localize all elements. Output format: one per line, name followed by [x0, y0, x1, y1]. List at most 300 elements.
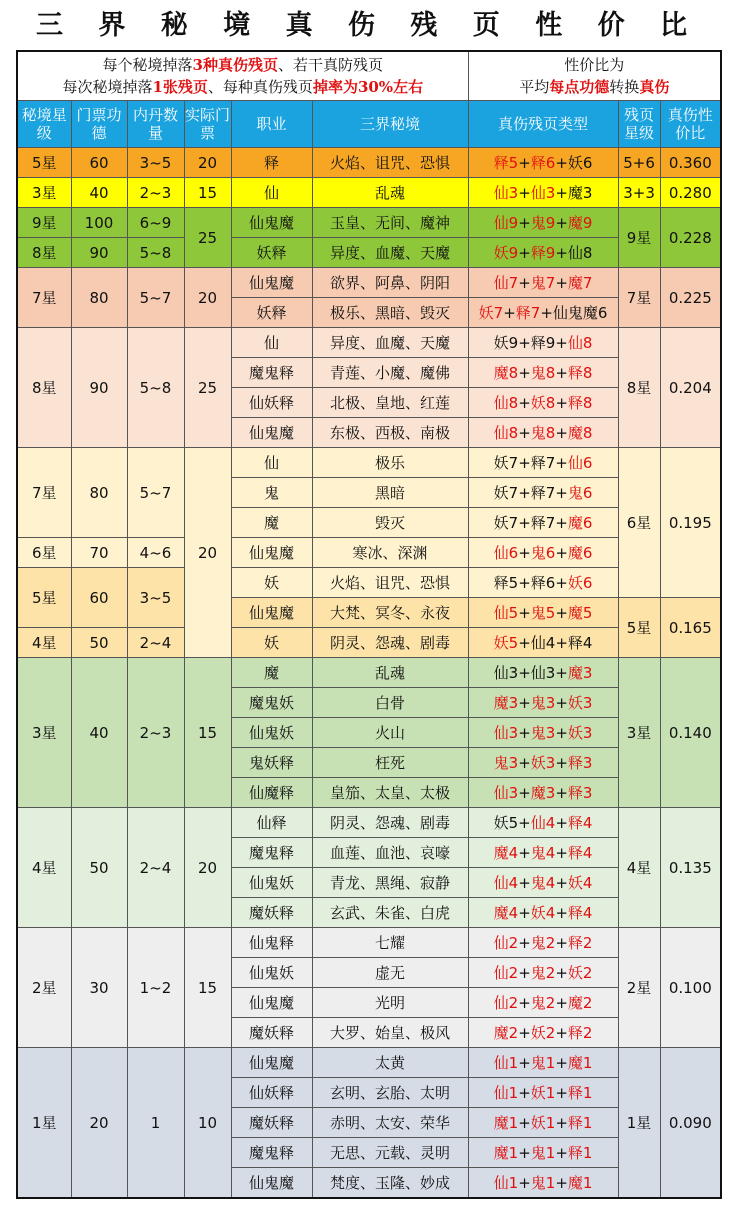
- table-row: [17, 1048, 721, 1078]
- cell-dan-count: 1: [127, 1048, 184, 1199]
- note-segment: 、每种真伤残页: [207, 78, 313, 96]
- cell-class: 魔鬼妖: [231, 688, 312, 718]
- page-type-segment: +: [555, 214, 568, 232]
- cell-page-type: [468, 328, 618, 358]
- cell-page-type: [468, 418, 618, 448]
- cell-ticket-merit: 70: [71, 538, 127, 568]
- cell-realm: 赤明、太安、荣华: [312, 1108, 468, 1138]
- page-type-segment: +: [518, 784, 531, 802]
- page-type-segment: 仙3: [493, 184, 519, 202]
- cell-actual-ticket: 25: [184, 328, 231, 448]
- cell-ticket-merit: 50: [71, 628, 127, 658]
- page-type-segment: +: [555, 604, 568, 622]
- page-type-segment: 妖2: [567, 964, 593, 982]
- page-type-segment: 魔1: [493, 1114, 519, 1132]
- table-row: [17, 928, 721, 958]
- page-type-segment: +: [555, 904, 568, 922]
- header-ticket-merit: 门票功德: [71, 101, 127, 148]
- note-segment: 、若干真防残页: [278, 56, 384, 74]
- drop-note: [17, 51, 468, 101]
- page-type-segment: 妖2: [530, 1024, 556, 1042]
- cell-page-type: [468, 688, 618, 718]
- drop-note-line2: [18, 76, 468, 98]
- page-type-segment: 仙2: [493, 994, 519, 1012]
- page-type-segment: 仙4: [530, 814, 556, 832]
- table-row: [17, 448, 721, 478]
- page-type-segment: 仙3: [493, 724, 519, 742]
- cell-class: 仙鬼魔: [231, 208, 312, 238]
- cell-page-type: [468, 238, 618, 268]
- cell-dan-count: 5~8: [127, 238, 184, 268]
- cell-realm: 无思、元载、灵明: [312, 1138, 468, 1168]
- cell-ticket-merit: 40: [71, 178, 127, 208]
- header-page-type: 真伤残页类型: [468, 101, 618, 148]
- cell-value-ratio: 0.204: [660, 328, 721, 448]
- cell-actual-ticket: 20: [184, 148, 231, 178]
- cell-realm: 大罗、始皇、极风: [312, 1018, 468, 1048]
- cell-star-level: 6星: [17, 538, 71, 568]
- notes-row: [17, 51, 721, 101]
- cell-page-type: [468, 778, 618, 808]
- cell-realm: 玄明、玄胎、太明: [312, 1078, 468, 1108]
- header-dan-count: 内丹数量: [127, 101, 184, 148]
- cell-star-level: 4星: [17, 628, 71, 658]
- cell-ticket-merit: 40: [71, 658, 127, 808]
- cell-realm: 枉死: [312, 748, 468, 778]
- page-type-segment: 妖3: [567, 694, 593, 712]
- page-type-segment: +: [518, 274, 531, 292]
- header-row: [17, 101, 721, 148]
- cell-dan-count: 3~5: [127, 568, 184, 628]
- cell-dan-count: 5~8: [127, 328, 184, 448]
- cell-class: 仙鬼魔: [231, 1048, 312, 1078]
- cell-dan-count: 2~4: [127, 808, 184, 928]
- page-type-segment: 魔1: [567, 1054, 593, 1072]
- page-type-segment: 鬼8: [530, 424, 556, 442]
- cell-realm: 青龙、黑绳、寂静: [312, 868, 468, 898]
- cell-page-star: 6星: [618, 448, 660, 598]
- page-type-segment: 鬼3: [530, 694, 556, 712]
- table-body: [17, 148, 721, 1199]
- page-type-segment: +: [518, 394, 531, 412]
- cell-class: 魔鬼释: [231, 838, 312, 868]
- cell-actual-ticket: 15: [184, 658, 231, 808]
- page-type-segment: 释3: [567, 784, 593, 802]
- cell-class: 妖: [231, 628, 312, 658]
- page-type-segment: +: [518, 214, 531, 232]
- page-type-segment: 妖5+: [493, 814, 531, 832]
- page-type-segment: 释2: [567, 934, 593, 952]
- page-type-segment: +: [518, 964, 531, 982]
- page-type-segment: +: [555, 874, 568, 892]
- page-type-segment: 释3: [567, 754, 593, 772]
- cell-realm: 玉皇、无间、魔神: [312, 208, 468, 238]
- page-type-segment: 鬼3: [493, 754, 519, 772]
- cell-class: 妖释: [231, 238, 312, 268]
- cell-value-ratio: 0.135: [660, 808, 721, 928]
- page-title: 三 界 秘 境 真 伤 残 页 性 价 比: [36, 10, 700, 41]
- cell-actual-ticket: 20: [184, 808, 231, 928]
- page-type-segment: 妖1: [530, 1114, 556, 1132]
- cell-page-star: 1星: [618, 1048, 660, 1199]
- page-type-segment: 妖5: [493, 634, 519, 652]
- cell-realm: 极乐: [312, 448, 468, 478]
- cell-ticket-merit: 60: [71, 568, 127, 628]
- table-row: [17, 568, 721, 598]
- cell-realm: 梵度、玉隆、妙成: [312, 1168, 468, 1199]
- page-type-segment: 释8: [567, 394, 593, 412]
- page-type-segment: 妖4: [567, 874, 593, 892]
- cell-realm: 乱魂: [312, 658, 468, 688]
- table-row: [17, 538, 721, 568]
- cell-actual-ticket: 20: [184, 268, 231, 328]
- cell-page-type: [468, 298, 618, 328]
- page-type-segment: +: [555, 394, 568, 412]
- page-type-segment: 鬼2: [530, 994, 556, 1012]
- page-type-segment: 魔3: [567, 664, 593, 682]
- page-type-segment: 妖4: [530, 904, 556, 922]
- cell-page-type: [468, 388, 618, 418]
- table-row: [17, 268, 721, 298]
- cell-realm: 白骨: [312, 688, 468, 718]
- cell-dan-count: 5~7: [127, 268, 184, 328]
- cell-dan-count: 1~2: [127, 928, 184, 1048]
- cell-realm: 阴灵、怨魂、剧毒: [312, 628, 468, 658]
- page-type-segment: +: [518, 724, 531, 742]
- cell-ticket-merit: 80: [71, 268, 127, 328]
- cell-class: 妖: [231, 568, 312, 598]
- cell-page-type: [468, 838, 618, 868]
- page-type-segment: 鬼2: [530, 964, 556, 982]
- page-type-segment: 魔8: [567, 424, 593, 442]
- cell-class: 妖释: [231, 298, 312, 328]
- cell-dan-count: 2~3: [127, 178, 184, 208]
- cell-page-type: [468, 208, 618, 238]
- page-type-segment: 释5: [493, 154, 519, 172]
- cell-page-type: [468, 658, 618, 688]
- cell-value-ratio: 0.228: [660, 208, 721, 268]
- cell-class: 魔鬼释: [231, 358, 312, 388]
- page-type-segment: +: [555, 1144, 568, 1162]
- cell-realm: 血莲、血池、哀嚎: [312, 838, 468, 868]
- page-type-segment: +魔3: [555, 184, 593, 202]
- cell-realm: 太黄: [312, 1048, 468, 1078]
- cell-realm: 火焰、诅咒、恐惧: [312, 568, 468, 598]
- page-type-segment: +: [555, 724, 568, 742]
- cell-page-type: [468, 568, 618, 598]
- page-type-segment: 释1: [567, 1114, 593, 1132]
- header-realm: 三界秘境: [312, 101, 468, 148]
- cell-class: 仙: [231, 328, 312, 358]
- page-type-segment: 仙1: [493, 1054, 519, 1072]
- page-type-segment: +: [555, 814, 568, 832]
- cell-ticket-merit: 90: [71, 238, 127, 268]
- cell-ticket-merit: 100: [71, 208, 127, 238]
- cell-star-level: 3星: [17, 178, 71, 208]
- page-type-segment: +妖6: [555, 154, 593, 172]
- cell-realm: 火山: [312, 718, 468, 748]
- page-type-segment: +: [518, 154, 531, 172]
- page-type-segment: +: [555, 364, 568, 382]
- page-type-segment: 妖9+释9+: [493, 334, 568, 352]
- cell-value-ratio: 0.090: [660, 1048, 721, 1199]
- cell-ticket-merit: 50: [71, 808, 127, 928]
- page-type-segment: 鬼8: [530, 364, 556, 382]
- note-segment: 平均: [519, 78, 550, 96]
- cell-class: 仙释: [231, 808, 312, 838]
- cell-class: 释: [231, 148, 312, 178]
- cell-value-ratio: 0.100: [660, 928, 721, 1048]
- note-segment: 转换: [609, 78, 640, 96]
- note-segment: 真伤: [639, 78, 670, 96]
- cell-value-ratio: 0.140: [660, 658, 721, 808]
- page-type-segment: 鬼1: [530, 1054, 556, 1072]
- page-type-segment: 鬼4: [530, 844, 556, 862]
- page-type-segment: 仙2: [493, 934, 519, 952]
- cell-page-type: [468, 868, 618, 898]
- page-type-segment: +: [518, 244, 531, 262]
- cell-class: 仙鬼魔: [231, 418, 312, 448]
- page-type-segment: +: [555, 934, 568, 952]
- page-type-segment: 魔4: [493, 844, 519, 862]
- cell-class: 魔妖释: [231, 1018, 312, 1048]
- page-type-segment: 仙4: [493, 874, 519, 892]
- page-type-segment: 鬼2: [530, 934, 556, 952]
- page-type-segment: +: [555, 844, 568, 862]
- note-segment: 每个秘境掉落: [102, 56, 193, 74]
- page-type-segment: 释7: [515, 304, 541, 322]
- cell-page-type: [468, 508, 618, 538]
- cell-page-type: [468, 808, 618, 838]
- page-type-segment: +: [555, 964, 568, 982]
- page-type-segment: +: [518, 544, 531, 562]
- cell-page-type: [468, 1108, 618, 1138]
- cell-star-level: 7星: [17, 448, 71, 538]
- page-type-segment: +仙4+释4: [518, 634, 593, 652]
- cell-actual-ticket: 15: [184, 928, 231, 1048]
- page-type-segment: +: [555, 784, 568, 802]
- page-type-segment: +: [518, 1024, 531, 1042]
- page-type-segment: 魔6: [567, 544, 593, 562]
- cell-star-level: 7星: [17, 268, 71, 328]
- page-type-segment: 仙6: [493, 544, 519, 562]
- cell-star-level: 5星: [17, 568, 71, 628]
- page-type-segment: 仙3: [530, 184, 556, 202]
- page-type-segment: +: [555, 424, 568, 442]
- cell-class: 鬼: [231, 478, 312, 508]
- cell-realm: 皇笳、太皇、太极: [312, 778, 468, 808]
- page-type-segment: +: [518, 694, 531, 712]
- cell-value-ratio: 0.360: [660, 148, 721, 178]
- page-type-segment: 鬼1: [530, 1174, 556, 1192]
- page-type-segment: +: [518, 1174, 531, 1192]
- cell-realm: 虚无: [312, 958, 468, 988]
- cell-class: 仙鬼魔: [231, 538, 312, 568]
- cell-value-ratio: 0.165: [660, 598, 721, 658]
- page-type-segment: +: [555, 1114, 568, 1132]
- page-type-segment: 释1: [567, 1144, 593, 1162]
- cell-star-level: 2星: [17, 928, 71, 1048]
- cell-realm: 极乐、黑暗、毁灭: [312, 298, 468, 328]
- page-type-segment: +: [555, 994, 568, 1012]
- cell-page-type: [468, 1138, 618, 1168]
- page-type-segment: 释4: [567, 904, 593, 922]
- cell-class: 仙鬼魔: [231, 268, 312, 298]
- cell-dan-count: 2~4: [127, 628, 184, 658]
- page-type-segment: 释4: [567, 844, 593, 862]
- page-type-segment: 仙8: [567, 334, 593, 352]
- page-type-segment: 鬼7: [530, 274, 556, 292]
- page-type-segment: 释9: [530, 244, 556, 262]
- page-type-segment: 鬼6: [530, 544, 556, 562]
- page-type-segment: 妖3: [567, 724, 593, 742]
- page-type-segment: 仙9: [493, 214, 519, 232]
- cell-page-star: 9星: [618, 208, 660, 268]
- cell-class: 仙妖释: [231, 1078, 312, 1108]
- page-type-segment: 仙1: [493, 1084, 519, 1102]
- page-type-segment: 释4: [567, 814, 593, 832]
- page-type-segment: +: [555, 1024, 568, 1042]
- page-type-segment: +: [518, 994, 531, 1012]
- cell-actual-ticket: 15: [184, 178, 231, 208]
- table-row: [17, 148, 721, 178]
- table-row: [17, 808, 721, 838]
- cell-value-ratio: 0.195: [660, 448, 721, 598]
- cell-star-level: 9星: [17, 208, 71, 238]
- page-type-segment: 仙5: [493, 604, 519, 622]
- page-type-segment: 妖7+释7+: [493, 454, 568, 472]
- page-type-segment: 鬼4: [530, 874, 556, 892]
- page-type-segment: 仙3+仙3+: [493, 664, 568, 682]
- cell-class: 仙鬼释: [231, 928, 312, 958]
- cell-class: 仙鬼魔: [231, 598, 312, 628]
- page-type-segment: +: [555, 274, 568, 292]
- cell-realm: 黑暗: [312, 478, 468, 508]
- page-type-segment: +仙鬼魔6: [540, 304, 608, 322]
- cell-class: 仙鬼妖: [231, 958, 312, 988]
- cell-class: 仙: [231, 178, 312, 208]
- cell-realm: 阴灵、怨魂、剧毒: [312, 808, 468, 838]
- cell-ticket-merit: 80: [71, 448, 127, 538]
- page-type-segment: +: [518, 184, 531, 202]
- page-type-segment: +: [518, 934, 531, 952]
- page-type-segment: +: [555, 544, 568, 562]
- page-type-segment: 魔1: [493, 1144, 519, 1162]
- cell-page-star: 3+3: [618, 178, 660, 208]
- page-type-segment: 魔3: [493, 694, 519, 712]
- note-segment: 掉率为30%左右: [312, 78, 424, 96]
- cell-realm: 乱魂: [312, 178, 468, 208]
- page-type-segment: 释6: [530, 154, 556, 172]
- page-type-segment: 魔1: [567, 1174, 593, 1192]
- cell-ticket-merit: 60: [71, 148, 127, 178]
- cell-page-type: [468, 628, 618, 658]
- cell-class: 魔妖释: [231, 898, 312, 928]
- cell-realm: 光明: [312, 988, 468, 1018]
- cell-class: 仙鬼妖: [231, 868, 312, 898]
- page-type-segment: +: [518, 844, 531, 862]
- page-type-segment: +: [518, 754, 531, 772]
- page-type-segment: 释5+释6+: [493, 574, 568, 592]
- page-type-segment: 仙6: [567, 454, 593, 472]
- page-type-segment: +: [555, 1174, 568, 1192]
- page-type-segment: 仙7: [493, 274, 519, 292]
- page-type-segment: +: [555, 1084, 568, 1102]
- page-type-segment: +: [518, 1144, 531, 1162]
- page-type-segment: 魔2: [493, 1024, 519, 1042]
- cell-dan-count: 6~9: [127, 208, 184, 238]
- page-type-segment: +: [518, 364, 531, 382]
- cell-realm: 寒冰、深渊: [312, 538, 468, 568]
- page-type-segment: +: [555, 694, 568, 712]
- cell-page-type: [468, 148, 618, 178]
- page-type-segment: 魔3: [530, 784, 556, 802]
- cell-actual-ticket: 25: [184, 208, 231, 268]
- cell-page-type: [468, 988, 618, 1018]
- page-type-segment: 魔4: [493, 904, 519, 922]
- cell-realm: 七耀: [312, 928, 468, 958]
- cell-ticket-merit: 20: [71, 1048, 127, 1199]
- page-type-segment: 妖9: [493, 244, 519, 262]
- cell-class: 仙: [231, 448, 312, 478]
- page-type-segment: 魔8: [493, 364, 519, 382]
- cell-class: 仙魔释: [231, 778, 312, 808]
- cell-page-type: [468, 958, 618, 988]
- drop-note-line1: [18, 54, 468, 76]
- page-type-segment: 释1: [567, 1084, 593, 1102]
- cell-page-type: [468, 598, 618, 628]
- cell-page-star: 4星: [618, 808, 660, 928]
- cell-dan-count: 3~5: [127, 148, 184, 178]
- page-type-segment: 鬼6: [567, 484, 593, 502]
- cell-value-ratio: 0.225: [660, 268, 721, 328]
- page-type-segment: +: [503, 304, 516, 322]
- cell-class: 魔妖释: [231, 1108, 312, 1138]
- cell-page-type: [468, 898, 618, 928]
- ratio-note-line2: [469, 76, 721, 98]
- cell-realm: 北极、皇地、红莲: [312, 388, 468, 418]
- cell-page-star: 2星: [618, 928, 660, 1048]
- table-row: [17, 178, 721, 208]
- page-type-segment: 仙8: [493, 394, 519, 412]
- page-type-segment: 魔7: [567, 274, 593, 292]
- page-type-segment: 妖7+释7+: [493, 484, 568, 502]
- cell-page-type: [468, 748, 618, 778]
- page-type-segment: 鬼5: [530, 604, 556, 622]
- page-type-segment: +: [518, 904, 531, 922]
- note-segment: 1张残页: [152, 78, 208, 96]
- page-type-segment: 妖6: [567, 574, 593, 592]
- cell-dan-count: 4~6: [127, 538, 184, 568]
- table-row: [17, 208, 721, 238]
- cell-class: 魔: [231, 658, 312, 688]
- cell-realm: 火焰、诅咒、恐惧: [312, 148, 468, 178]
- header-star-level: 秘境星级: [17, 101, 71, 148]
- cell-page-star: 8星: [618, 328, 660, 448]
- cell-realm: 玄武、朱雀、白虎: [312, 898, 468, 928]
- page-type-segment: +: [518, 1054, 531, 1072]
- cell-class: 魔: [231, 508, 312, 538]
- page-type-segment: 妖7: [478, 304, 504, 322]
- cell-page-type: [468, 268, 618, 298]
- cell-realm: 东极、西极、南极: [312, 418, 468, 448]
- cell-star-level: 8星: [17, 328, 71, 448]
- note-segment: 每次秘境掉落: [62, 78, 153, 96]
- page-type-segment: 仙1: [493, 1174, 519, 1192]
- cell-page-type: [468, 928, 618, 958]
- page-type-segment: 仙2: [493, 964, 519, 982]
- table-row: [17, 328, 721, 358]
